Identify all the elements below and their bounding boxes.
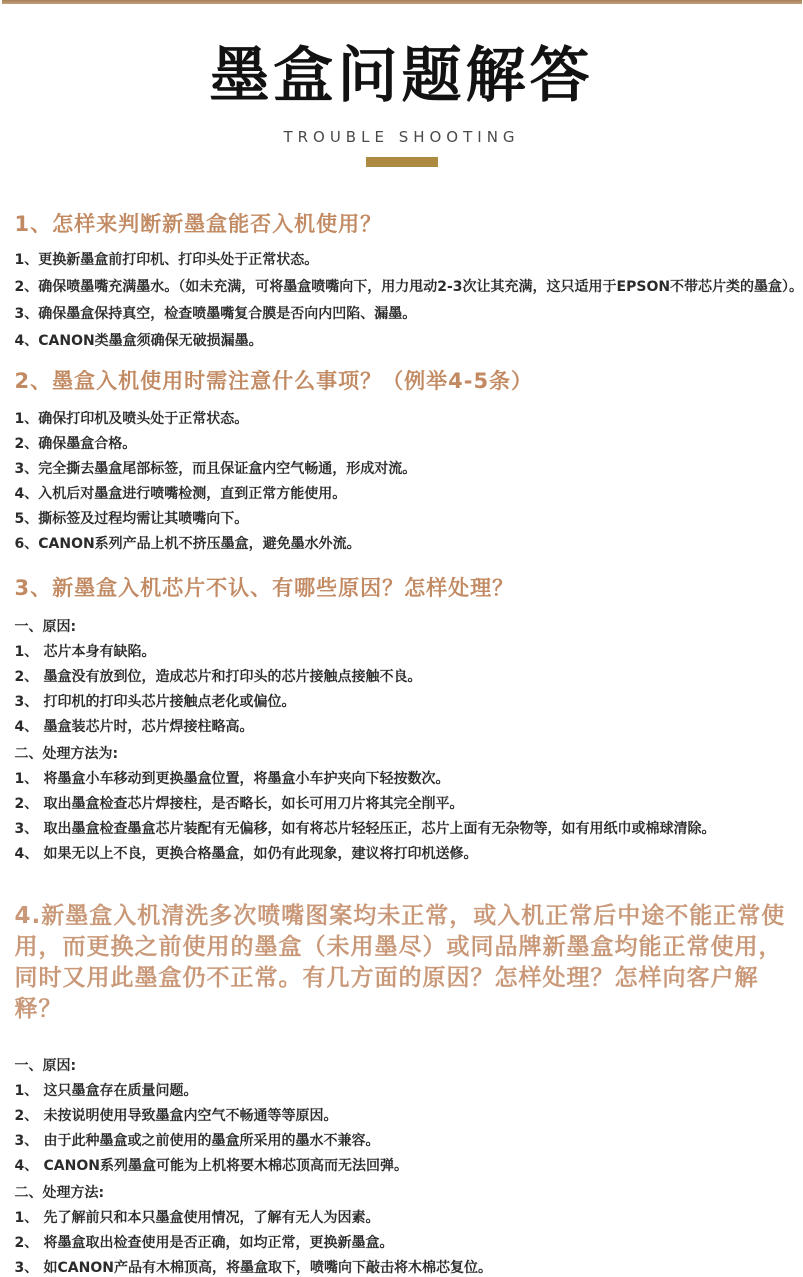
group-title-causes xyxy=(15,1057,802,1075)
list-item xyxy=(15,845,802,863)
list-item xyxy=(15,693,802,711)
list-item xyxy=(15,1132,802,1150)
item-number: 2、 xyxy=(14,1235,39,1251)
section-2-heading: 2、墨盒入机使用时需注意什么事项？（例举4-5条） xyxy=(14,369,534,393)
section-3 xyxy=(2,575,802,863)
item-text: CANON系列墨盒可能为上机将要木棉芯顶高而无法回弹。 xyxy=(43,1158,408,1174)
group-title-solutions xyxy=(15,745,802,763)
list-item xyxy=(15,1209,802,1227)
page-subtitle: TROUBLE SHOOTING xyxy=(283,128,520,146)
list-item xyxy=(15,795,802,813)
item-number: 2、 xyxy=(14,669,39,685)
item-number: 3、 xyxy=(14,821,39,837)
section-2 xyxy=(2,368,802,553)
section-1 xyxy=(2,211,802,350)
list-item xyxy=(15,1107,802,1125)
list-item xyxy=(15,1259,802,1277)
group-label: 二、 xyxy=(14,746,43,762)
group-label: 一、 xyxy=(14,1058,43,1074)
item-number: 3、 xyxy=(14,694,39,710)
list-item xyxy=(15,1082,802,1100)
list-item: 6、CANON系列产品上机不挤压墨盒，避免墨水外流。 xyxy=(14,536,361,552)
item-number: 1、 xyxy=(14,1083,39,1099)
list-item: 5、撕标签及过程均需让其喷嘴向下。 xyxy=(14,511,249,527)
item-text: 墨盒装芯片时，芯片焊接柱略高。 xyxy=(43,719,254,735)
list-item xyxy=(15,1234,802,1252)
list-item: 4、入机后对墨盒进行喷嘴检测，直到正常方能使用。 xyxy=(14,486,347,502)
group-label: 一、 xyxy=(14,619,43,635)
top-accent-bar xyxy=(2,0,802,4)
item-text: 由于此种墨盒或之前使用的墨盒所采用的墨水不兼容。 xyxy=(43,1133,380,1149)
section-1-list xyxy=(2,251,802,350)
section-3-heading: 3、新墨盒入机芯片不认、有哪些原因？怎样处理？ xyxy=(14,576,515,600)
item-number: 2、 xyxy=(14,796,39,812)
faq-page xyxy=(2,0,803,1276)
page-title: 墨盒问题解答 xyxy=(209,41,594,111)
list-item: 1、更换新墨盒前打印机、打印头处于正常状态。 xyxy=(14,252,319,268)
list-item: 3、确保墨盒保持真空，检查喷墨嘴复合膜是否向内凹陷、漏墨。 xyxy=(14,306,417,322)
item-number: 3、 xyxy=(14,1133,39,1149)
list-item xyxy=(15,1157,802,1175)
list-item xyxy=(15,643,802,661)
item-number: 1、 xyxy=(14,1210,39,1226)
section-4-heading: 4.新墨盒入机清洗多次喷嘴图案均未正常，或入机正常后中途不能正常使用，而更换之前使用的墨盒（未用墨尽）或同品牌新墨盒均能正常使用，同时又用此墨盒仍不正常。有几方面的原因？怎样处理？怎样向客户解释？ xyxy=(14,903,786,1022)
item-text: 将墨盒小车移动到更换墨盒位置，将墨盒小车护夹向下轻按数次。 xyxy=(43,771,450,787)
group-title-causes xyxy=(15,618,802,636)
item-text: 取出墨盒检查芯片焊接柱，是否略长，如长可用刀片将其完全削平。 xyxy=(43,796,464,812)
item-number: 3、 xyxy=(14,1260,39,1276)
section-1-heading: 1、怎样来判断新墨盒能否入机使用？ xyxy=(14,212,383,236)
list-item: 3、完全撕去墨盒尾部标签，而且保证盒内空气畅通，形成对流。 xyxy=(14,461,417,477)
section-4 xyxy=(2,901,802,1277)
list-item xyxy=(15,820,802,838)
list-item: 2、确保喷墨嘴充满墨水。（如未充满，可将墨盒喷嘴向下，用力甩动2-3次让其充满，这只适用于EPSON不带芯片类的墨盒）。 xyxy=(14,279,803,295)
group-title-text: 处理方法: xyxy=(42,1185,105,1201)
list-item xyxy=(15,668,802,686)
list-item: 1、确保打印机及喷头处于正常状态。 xyxy=(14,411,249,427)
item-text: 这只墨盒存在质量问题。 xyxy=(43,1083,198,1099)
group-title-text: 处理方法为: xyxy=(42,746,119,762)
item-text: 墨盒没有放到位，造成芯片和打印头的芯片接触点接触不良。 xyxy=(43,669,422,685)
group-label: 二、 xyxy=(14,1185,43,1201)
item-number: 1、 xyxy=(14,644,39,660)
item-text: 如CANON产品有木棉顶高，将墨盒取下，喷嘴向下敲击将木棉芯复位。 xyxy=(43,1260,492,1276)
item-number: 4、 xyxy=(14,719,39,735)
list-item xyxy=(15,770,802,788)
item-text: 打印机的打印头芯片接触点老化或偏位。 xyxy=(43,694,296,710)
item-text: 将墨盒取出检查使用是否正确，如均正常，更换新墨盒。 xyxy=(43,1235,394,1251)
group-title-text: 原因: xyxy=(42,1058,77,1074)
item-number: 4、 xyxy=(14,1158,39,1174)
item-text: 先了解前只和本只墨盒使用情况，了解有无人为因素。 xyxy=(43,1210,380,1226)
item-text: 如果无以上不良，更换合格墨盒，如仍有此现象，建议将打印机送修。 xyxy=(43,846,478,862)
list-item: 2、确保墨盒合格。 xyxy=(14,436,137,452)
item-number: 2、 xyxy=(14,1108,39,1124)
gold-divider xyxy=(366,157,438,167)
item-text: 取出墨盒检查墨盒芯片装配有无偏移，如有将芯片轻轻压正，芯片上面有无杂物等，如有用纸巾或棉球清除。 xyxy=(43,821,716,837)
list-item: 4、CANON类墨盒须确保无破损漏墨。 xyxy=(14,333,263,349)
group-title-text: 原因: xyxy=(42,619,77,635)
list-item xyxy=(15,718,802,736)
item-number: 4、 xyxy=(14,846,39,862)
group-title-solutions xyxy=(15,1184,802,1202)
item-number: 1、 xyxy=(14,771,39,787)
section-2-list xyxy=(2,410,802,553)
item-text: 芯片本身有缺陷。 xyxy=(43,644,156,660)
item-text: 未按说明使用导致墨盒内空气不畅通等等原因。 xyxy=(43,1108,338,1124)
